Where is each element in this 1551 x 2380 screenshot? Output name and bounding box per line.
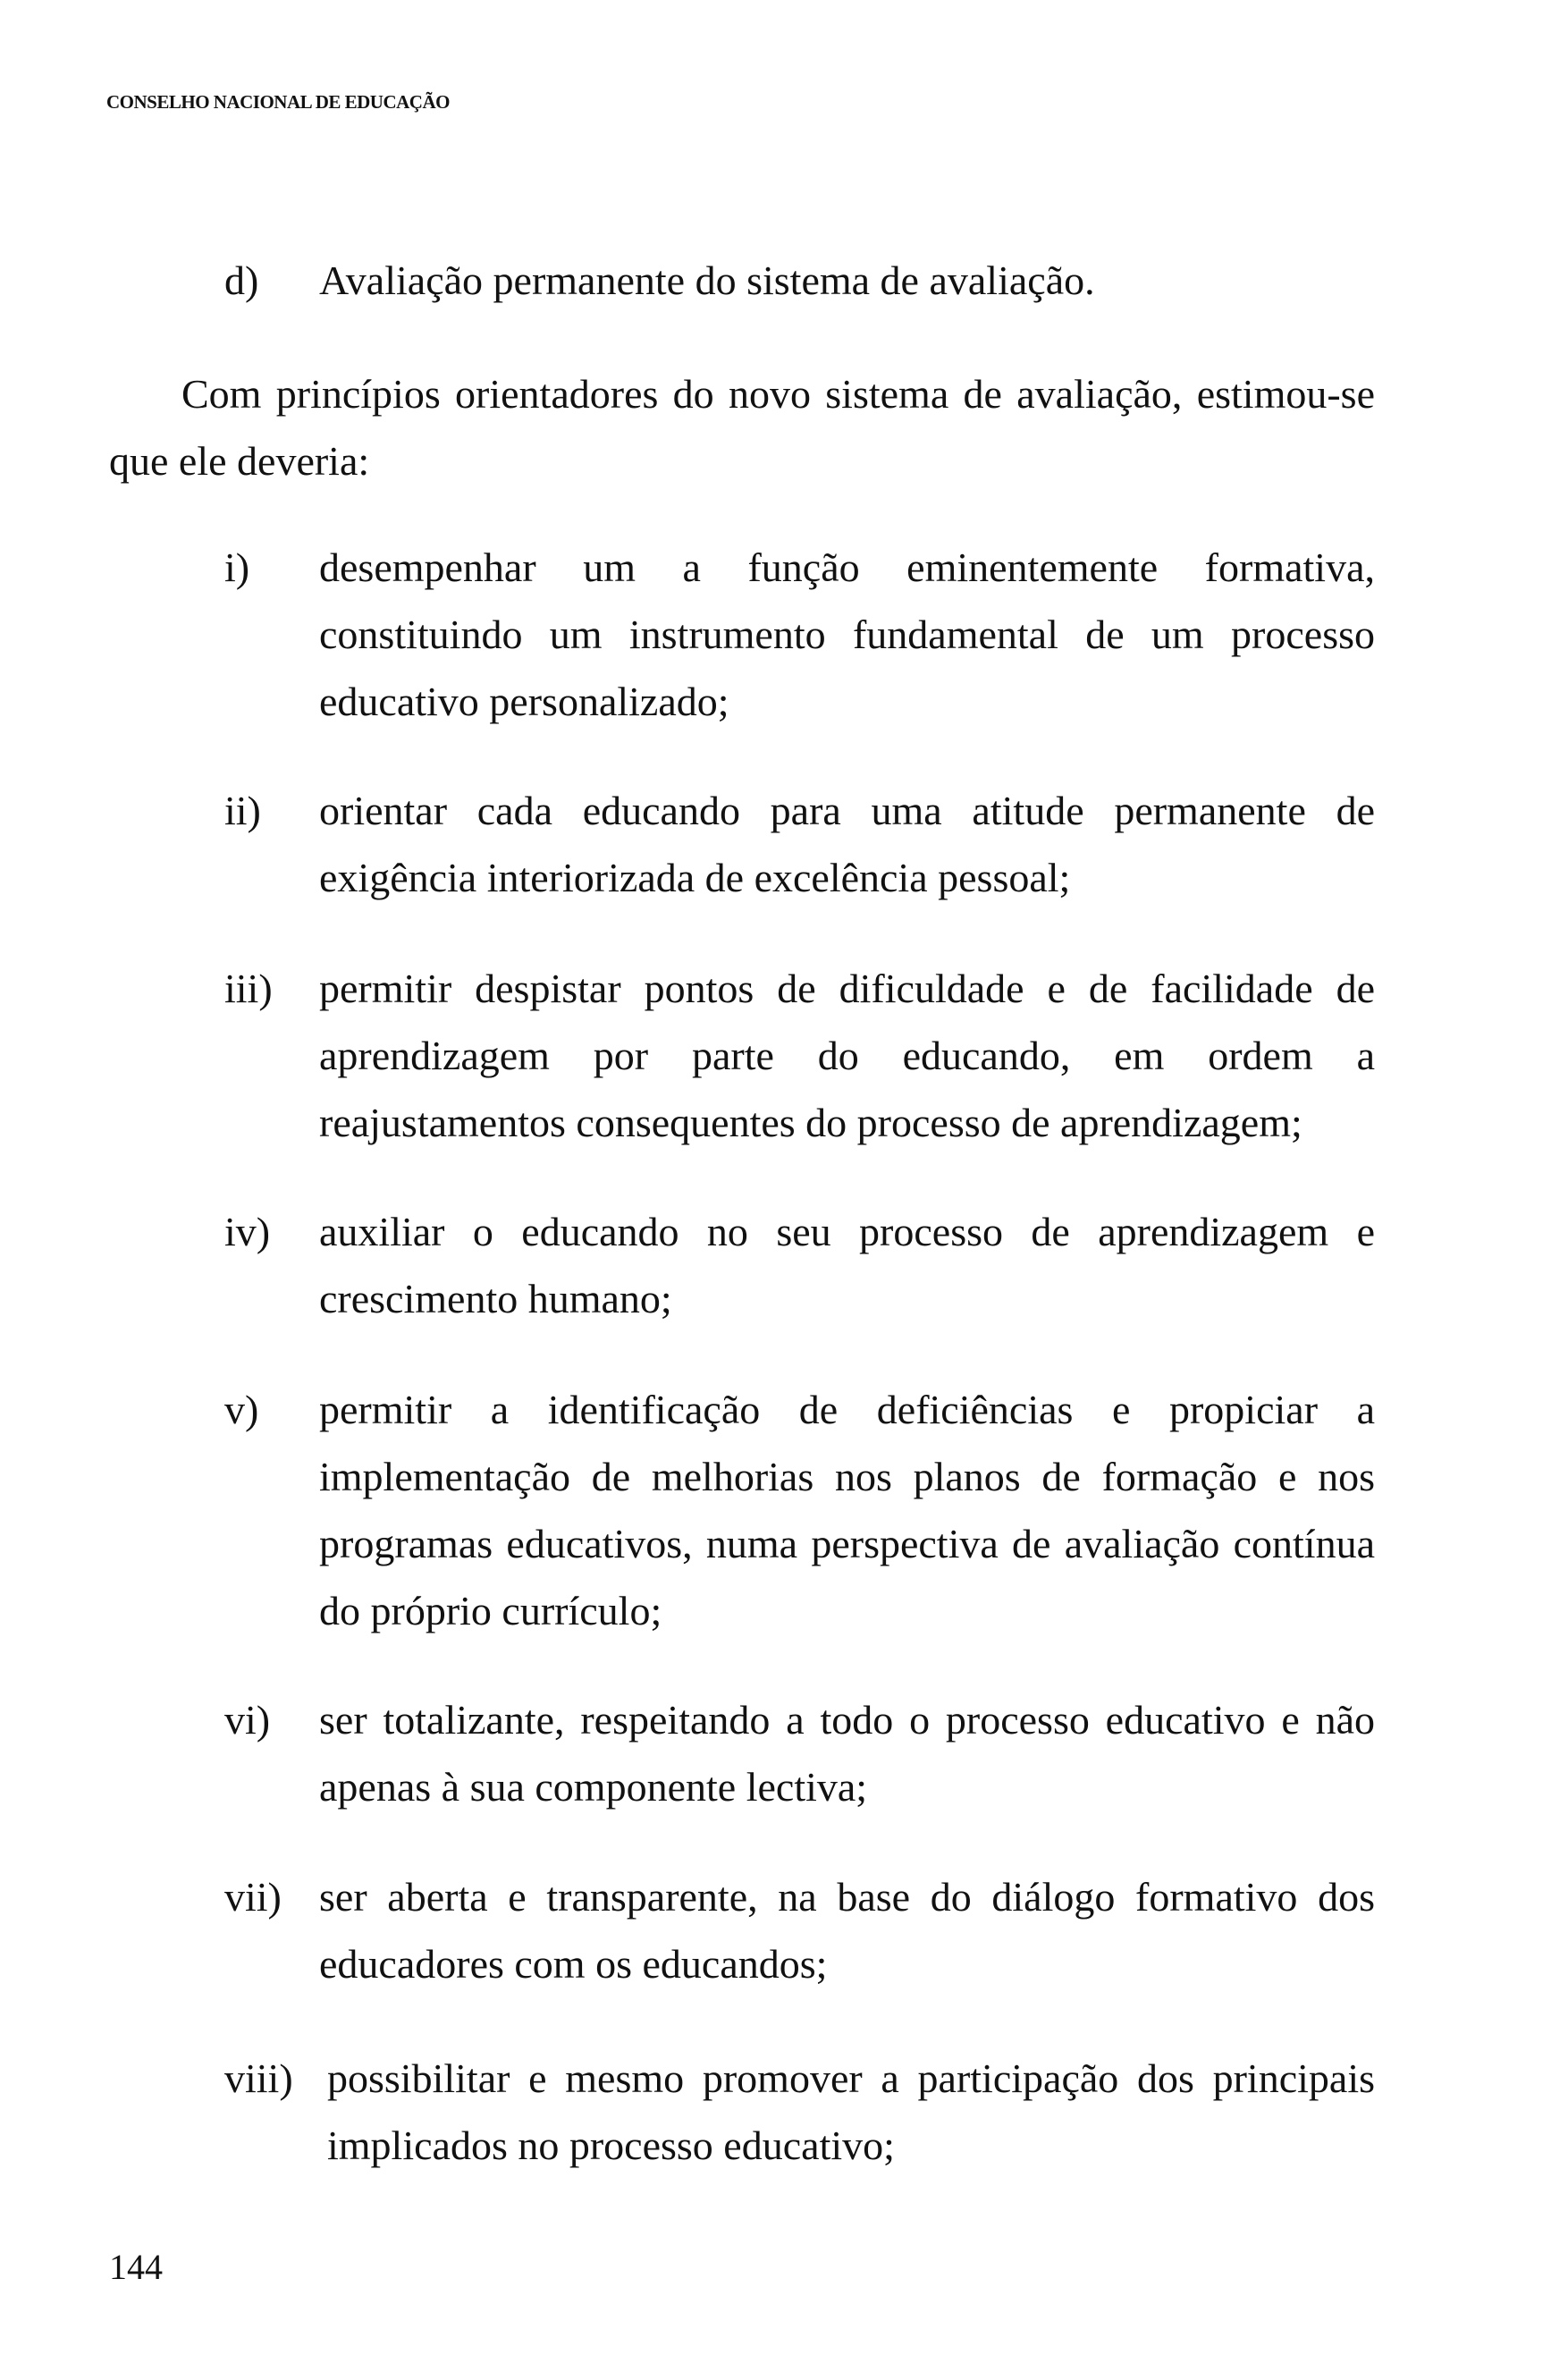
item-label: vii) (224, 1874, 282, 1920)
item-label: viii) (224, 2055, 293, 2101)
item-text: ser aberta e transparente, na base do diálogo formativo dos educadores com os educandos; (319, 1874, 1375, 1987)
body-paragraph: Com princípios orientadores do novo sistema de avaliação, estimou-se que ele deveria: (109, 371, 1375, 484)
item-label: i) (224, 544, 250, 590)
item-label: ii) (224, 788, 261, 833)
item-text: permitir despistar pontos de dificuldade e de facilidade de aprendizagem por parte do educando, em ordem a reajustamentos consequentes do processo de aprendizagem; (319, 966, 1375, 1145)
item-label: d) (224, 257, 259, 303)
item-label: v) (224, 1387, 259, 1432)
item-text: desempenhar um a função eminentemente formativa, constituindo um instrumento fundamental de um processo educativo personalizado; (319, 544, 1375, 724)
item-text: orientar cada educando para uma atitude permanente de exigência interiorizada de excelência pessoal; (319, 788, 1375, 900)
item-text: Avaliação permanente do sistema de avaliação. (319, 257, 1095, 303)
item-label: iv) (224, 1209, 271, 1254)
item-text: permitir a identificação de deficiências e propiciar a implementação de melhorias nos planos de formação e nos programas educativos, numa perspectiva de avaliação contínua do próprio currículo; (319, 1387, 1375, 1633)
page-number: 144 (109, 2247, 163, 2287)
item-text: auxiliar o educando no seu processo de aprendizagem e crescimento humano; (319, 1209, 1375, 1321)
item-label: vi) (224, 1697, 271, 1743)
item-label: iii) (224, 966, 273, 1011)
running-header: CONSELHO NACIONAL DE EDUCAÇÃO (106, 91, 450, 113)
item-text: possibilitar e mesmo promover a participação dos principais implicados no processo educativo; (327, 2055, 1375, 2168)
item-text: ser totalizante, respeitando a todo o processo educativo e não apenas à sua componente lectiva; (319, 1697, 1375, 1810)
